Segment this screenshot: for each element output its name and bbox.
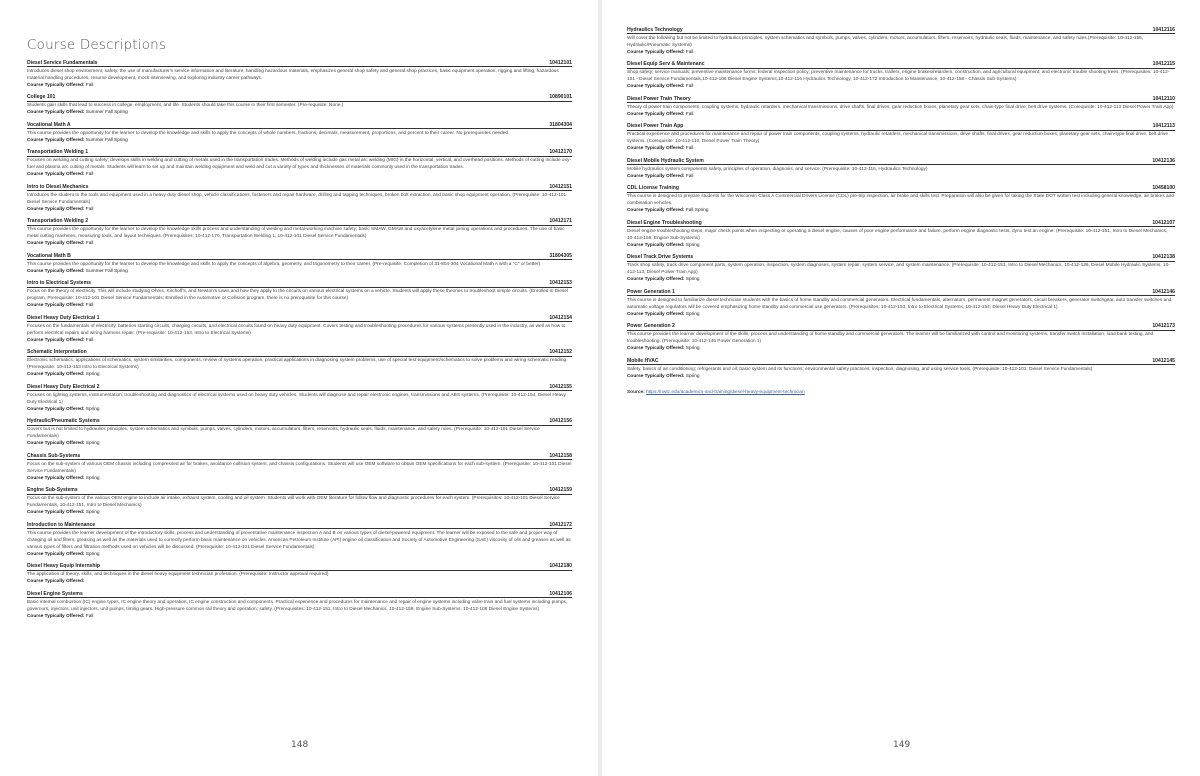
course-title: Transportation Welding 1 [27,149,89,156]
offered-value: Fall Spring [685,208,709,214]
course-description: Focuses on welding and cutting safety; develops skills in welding and cutting of metals used in the transportation trades. Methods of welding include gas metal arc welding (MIG) in the horizontal, vertical, and overhead positions. Methods of cutting include oxy-fuel and plasma arc cutting of metals. Students will learn to set up and maintain welding equipment and weld and cut a variety of types and thicknesses of materials commonly used in the transportation trades. [27,158,571,171]
course-description: Track shop safety, track drive component parts, system operation, inspection, system diagnoses, system repair, system service, and system maintenance. (Prerequisite: 10-412-151, Intro to Diesel Mechanics, 10-412-136, Diesel Mobile Hydraulic Systems, 10-412-113, Diesel Power Train App) [627,263,1170,276]
course-code: 10412171 [549,218,572,225]
course-header [627,185,1175,192]
offered-label: Course Typically Offered: [627,242,685,248]
offered-value: Fall [685,49,694,55]
course-title: Diesel Heavy Duty Electrical 2 [27,383,100,390]
course-offered [627,207,1175,214]
course-code: 10412154 [549,314,572,321]
course-header [27,384,572,391]
course-description: This course provides the opportunity for the learner to develop the knowledge and skills to apply the concepts of whole numbers, fractions, decimals, measurement, proportions, and percent to their career. No prerequisites needed. [27,130,510,136]
offered-label: Course Typically Offered: [27,303,85,309]
offered-label: Course Typically Offered: [27,579,85,585]
offered-label: Course Typically Offered: [627,49,685,55]
offered-value: Summer Fall Spring [85,137,128,143]
course-offered [627,276,1175,283]
course-code: 31804305 [549,252,572,259]
offered-value: Fall [85,82,94,88]
course-entry [27,349,572,378]
offered-label: Course Typically Offered: [627,311,685,317]
course-code: 10412153 [549,280,572,287]
course-entry [627,27,1175,56]
course-code: 10412106 [549,590,572,597]
course-entry [27,149,572,178]
offered-label: Course Typically Offered: [627,208,685,214]
course-code: 10412172 [549,521,572,528]
offered-label: Course Typically Offered: [627,173,685,179]
course-header [27,453,572,460]
course-description: This course provides the opportunity for the learner to develop the knowledge and skills to apply the concepts of algebra, geometry, and trigonometry to their career. (Pre-requisite: Completion of 31-804-304 Vocational Math A with a "C" or better) [27,261,541,267]
course-entry [27,253,572,275]
course-offered [27,206,572,213]
offered-label: Course Typically Offered: [627,111,685,117]
course-code: 10412159 [549,487,572,494]
offered-label: Course Typically Offered: [27,475,85,481]
course-header [627,220,1175,227]
course-description: Focus on the sub-system of various OEM chassis including compressed air for brakes, avoidance collision system, and chassis configurations. Students will use OEM software to obtain OEM specifications for each sub-system. (Prerequisite: 10-412-101 Diesel Service Fundamentals) [27,461,572,474]
course-code: 10412101 [549,60,572,66]
offered-label: Course Typically Offered: [627,84,685,90]
course-offered [27,337,572,344]
course-header [627,96,1175,103]
course-description: Theory of power train components, coupling systems, hydraulic retarders, mechanical transmissions, drive shafts, final drives, gear reduction boxes, planetary gear sets, chain-type final drive; belt drive systems. (Corequisite: 10-412-113 Diesel Power Train App) [627,104,1174,110]
course-header [27,218,572,225]
course-entry [27,94,572,116]
course-offered [627,111,1175,118]
course-entry [627,358,1175,380]
course-description: Introduces the student to the tools and equipment used in a heavy duty diesel shop, vehicle classifications, fasteners and repair hardware, drilling and tapping techniques, broken bolt extraction, and basic shop equipment operation. (Prerequisite: 10-412-101 Diesel Service Fundamentals) [27,192,567,205]
course-code: 10412146 [1152,288,1175,295]
course-description: Covers but is not limited to hydraulics principles, system schematics and symbols, pumps, valves, cylinders, motors, accumulators, filters, reservoirs, hydraulic seals, fluids, maintenance, and safety rules. (Prerequisite: 10-412-101 Diesel Service Fundamentals) [27,427,540,440]
offered-label: Course Typically Offered: [27,372,85,378]
course-entry [27,218,572,247]
course-code: 10412156 [549,418,572,425]
offered-label: Course Typically Offered: [27,137,85,143]
course-header [627,323,1175,330]
course-header [27,94,572,101]
offered-label: Course Typically Offered: [27,406,85,412]
course-header [27,280,572,287]
course-header [27,487,572,494]
course-header [627,358,1175,365]
course-code: 10412107 [1152,219,1175,226]
offered-label: Course Typically Offered: [27,241,85,247]
offered-value: Fall [685,146,694,152]
course-entry [27,280,572,309]
course-header [27,349,572,356]
course-header [27,253,572,260]
course-list-left [27,60,572,625]
course-offered [27,406,572,413]
course-description: Basic internal combustion (IC) engine types, IC engine theory and operation, IC engine construction and components. Practical experience and procedures for maintenance and repair of engine systems including valve train and fuel systems including pumps, governors, injectors, unit injectors, unit pumps, timing gears. High-pressure common rail theory and operation; safety. (Prerequisites: 10-412-151, Intro to Diesel Mechanics, 10-412-159, Engine Sub-Systems, 10-412-106 Diesel Engine Systems) [27,599,568,612]
course-offered [27,171,572,178]
course-code: 10412113 [1152,123,1175,130]
course-code: 10412136 [1152,157,1175,164]
offered-value: Spring [685,311,700,317]
course-code: 10412152 [549,349,572,356]
offered-value: Spring [85,510,100,516]
course-description: This course provides the opportunity for the learner to develop the knowledge skills process and understanding of welding and metal-working machine safety; basic SMAW, GMAW and oxyacetylene metal joining operations and procedures. The use of basic metal cutting machines, measuring tools, and layout techniques. (Prerequisites: 10-412-170, Transportation Welding 1, 10-412-101 Diesel Service Fundamentals) [27,227,565,240]
course-description: Mobile hydraulics system components safety, principles of operation, diagnosis, and service. (Prerequisite: 10-412-116, Hydraulics Technology) [627,166,928,172]
course-offered [27,268,572,275]
course-offered [627,145,1175,152]
course-title: Vocational Math B [27,252,71,259]
course-title: Diesel Heavy Equip Internship [27,563,101,570]
offered-label: Course Typically Offered: [627,373,685,379]
course-code: 10412158 [549,452,572,459]
course-header [627,123,1175,130]
course-description: Diesel engine troubleshooting steps, major check points when inspecting or operating a diesel engine, causes of poor engine performance and failure, perform engine diagnostic tests, dyno test an engine. (Prerequisite: 10-412-151, Intro to Diesel Mechanics, 10-412-159, Engine Sub-Systems) [627,228,1168,241]
course-header [27,522,572,529]
offered-value: Spring [685,242,700,248]
course-description: The application of theory, skills, and techniques in the diesel heavy equipment technician profession. (Prerequisite: Instructor approval required) [27,572,329,578]
left-page [0,0,598,776]
course-offered [27,578,572,585]
course-title: Introduction to Maintenance [27,521,96,528]
course-offered [27,240,572,247]
course-title: Engine Sub-Systems [27,487,78,494]
course-entry [27,487,572,516]
course-entry [27,453,572,482]
page-number: 149 [893,740,911,750]
offered-value: Fall [85,241,94,247]
course-title: Diesel Power Train Theory [627,95,691,102]
course-offered [27,302,572,309]
course-offered [27,82,572,89]
course-title: Diesel Equip Serv & Maintenanc [627,61,705,68]
course-code: 10412170 [549,149,572,156]
course-description: Focus on the sub-system of the various OEM engine to include air intake, exhaust system, cooling and oil system. Students will work with OEM literature for follow flow and diagnostic procedures for each system. (Prerequisites: 10-412-101 Diesel Service Fundamentals, 10-412-151, Intro to Diesel Mechanics) [27,496,560,509]
course-description: Practical experience and procedures for maintenance and repair of power train components, coupling systems, hydraulic retarders, mechanical transmissions, drive shafts, final drives, gear reduction boxes, planetary gear sets, chain-type final drive, belt drive systems. (Corequisite: 10-412-110, Diesel Power Train Theory) [627,132,1168,145]
course-title: Intro to Diesel Mechanics [27,183,89,190]
course-offered [627,242,1175,249]
course-code: 31804304 [549,121,572,128]
course-title: Diesel Mobile Hydraulic System [627,157,704,164]
right-page [602,0,1200,776]
course-entry [27,315,572,344]
course-code: 10412145 [1152,357,1175,364]
course-offered [27,551,572,558]
offered-label: Course Typically Offered: [27,441,85,447]
offered-label: Course Typically Offered: [27,206,85,212]
offered-value: Fall [685,84,694,90]
course-header [27,149,572,156]
course-offered [627,345,1175,352]
offered-value: Spring [685,373,700,379]
course-offered [27,371,572,378]
course-offered [27,137,572,144]
offered-value: Spring [85,475,100,481]
course-offered [627,83,1175,90]
offered-label: Course Typically Offered: [627,277,685,283]
course-offered [27,613,572,620]
course-code: 10412155 [549,383,572,390]
course-title: Schematic Interpretation [27,349,87,356]
course-entry [27,522,572,558]
offered-value: Fall [85,172,94,178]
course-description: This course provides the learner development of the skills, process and understanding of home standby and commercial generators. The learner will be familiarized with control and monitoring systems, transfer switch installation, load bank testing, and troubleshooting. (Prerequisite: 10-412-146 Power Generation 1) [627,332,1154,345]
course-code: 10412115 [1152,61,1175,68]
course-description: Electronic schematics, applications of schematics, system similarities, components, review of systems operation, practical applications in diagnosing system problems, use of special test equipment/schematics to solve problems and wiring schematic reading. (Prerequisite: 10-412-153 Intro to Electrical Systems) [27,358,568,371]
course-title: Transportation Welding 2 [27,218,89,225]
course-entry [627,254,1175,283]
offered-value: Spring [685,346,700,352]
course-code: 10458100 [1152,185,1175,192]
offered-label: Course Typically Offered: [27,551,85,557]
offered-label: Course Typically Offered: [27,613,85,619]
course-entry [27,384,572,413]
offered-label: Course Typically Offered: [27,268,85,274]
course-description: Students gain skills that lead to success in college, employment, and life. Students should take this course in their first semester. (Pre-requisite: None.) [27,103,344,109]
source-line [627,390,1175,395]
offered-label: Course Typically Offered: [27,82,85,88]
offered-value: Spring [685,277,700,283]
course-entry [27,563,572,585]
course-title: Diesel Power Train App [627,123,684,130]
offered-value: Fall [85,613,94,619]
course-title: Power Generation 1 [627,288,675,295]
offered-label: Course Typically Offered: [27,337,85,343]
source-link[interactable]: https://nwtc.edu/academics-and-training/diesel-heavy-equipment-technician [646,389,805,395]
course-entry [627,220,1175,249]
offered-value: Fall [85,337,94,343]
course-header [627,61,1175,68]
course-header [27,591,572,598]
course-entry [627,289,1175,318]
course-title: Power Generation 2 [627,323,675,330]
course-title: Hydraulics Technology [627,27,683,33]
course-title: Mobile HVAC [627,357,659,364]
course-entry [27,60,572,89]
course-description: Will cover the following but not be limited to hydraulics principles, system schematics and symbols, pumps, valves, cylinders, motors, accumulators, filters, reservoirs, hydraulic seals, fluids, maintenance, and safety rules.(Prerequisite: 10-412-156, Hydraulic/Pneumatic Systems) [627,35,1144,48]
course-offered [627,173,1175,180]
course-entry [27,184,572,213]
course-description: This course provides the learner development of the introductory skills, process and understanding of preventative maintenance inspection A and B on various types of diesel-powered equipment. The learner will be exposed to the safe and proper way of changing oil and filters, greasing as well as the materials used to correctly perform basic maintenance on vehicles. American Petroleum Institute (API) engine oil classification and Society of Automotive Engineering (SAE) viscosity of oils and greases as well as various types of filters and filtration methods used on vehicles will be discussed. (Prerequisite: 10-412-101 Diesel Service Fundamentals) [27,530,571,550]
course-header [627,254,1175,261]
course-offered [27,509,572,516]
offered-value: Summer Fall Spring [85,268,128,274]
offered-value: Fall [85,303,94,309]
course-list-right [627,27,1175,395]
course-code: 10412110 [1152,95,1175,102]
offered-value: Fall [85,206,94,212]
course-title: Vocational Math A [27,121,71,128]
course-offered [27,109,572,116]
course-title: Hydraulic/Pneumatic Systems [27,418,100,425]
section-title: Course Descriptions [27,37,167,53]
offered-value: Summer Fall Spring [85,110,128,116]
course-header [27,315,572,322]
course-entry [627,323,1175,352]
offered-label: Course Typically Offered: [27,110,85,116]
offered-label: Course Typically Offered: [627,346,685,352]
course-title: Diesel Engine Systems [27,590,83,597]
course-code: 10412151 [549,183,572,190]
course-header [627,158,1175,165]
course-title: College 101 [27,94,56,101]
course-code: 10412180 [549,563,572,570]
course-header [27,184,572,191]
course-title: CDL License Training [627,185,679,192]
course-entry [27,122,572,144]
course-description: Focus on the theory of electricity. This will include studying Ohms, Kirchoff's, and Newton's Laws and how they apply to the circuits on various electrical systems on a vehicle. Students will apply these theories to troubleshoot simple circuits. (Enrolled in Diesel program, Prerequisite: 10-412-101 Diesel Service Fundamentals; Enrolled in the Automotive or Collision program, there is no prerequisite for this course) [27,289,568,302]
course-header [627,289,1175,296]
course-entry [627,158,1175,180]
course-header [27,418,572,425]
course-header [27,563,572,570]
course-offered [27,475,572,482]
course-entry [27,591,572,620]
offered-value: Fall [685,173,694,179]
offered-value: Spring [85,406,100,412]
course-title: Diesel Heavy Duty Electrical 1 [27,314,100,321]
course-title: Intro to Electrical Systems [27,280,91,287]
course-title: Chassis Sub-Systems [27,452,81,459]
course-offered [627,311,1175,318]
course-offered [627,373,1175,380]
offered-value: Spring [85,441,100,447]
course-description: Focuses on the fundamentals of electricity, batteries starting circuits, charging circuits, and electrical circuits found on heavy duty equipment. Covers testing and troubleshooting procedures for various systems presently used in the industry, as well as how to perform electrical repairs and wiring harness repair. (Pre-requisite: 10-412-153, Intro to Electrical Systems) [27,323,566,336]
offered-label: Course Typically Offered: [627,146,685,152]
offered-value: Spring [85,551,100,557]
source-label: Source: [627,389,645,395]
course-description: Focuses on lighting systems, instrumentation, troubleshooting and diagnostics of electrical systems used on heavy duty vehicles. Students will diagnose and repair electronic engines, transmissions and ABS systems. (Prerequisite: 10-412-154, Diesel Heavy Duty Electrical 1) [27,392,566,405]
course-description: This course is designed to familiarize diesel technician students with the basics of home standby and commercial generators. Electrical fundamentals, alternators, permanent magnet generators, circuit breakers, generator switchgear, auto transfer switches and automatic voltage regulators will be covered emphasizing home standby and commercial use generators. (Prerequisites: 10-412-153, Intro to Electrical Systems, 10-412-154, Diesel Heavy Duty Electrical 1) [627,297,1172,310]
offered-label: Course Typically Offered: [27,510,85,516]
course-title: Diesel Engine Troubleshooting [627,219,702,226]
course-description: Introduces diesel shop environment, safety, the use of manufacturer's service information and literature, handling hazardous materials, emphasizes general shop safety and general shop practices, basic equipment operation, rigging and lifting, hazardous material handling procedures, resume development, mock interviewing, and exploring industry career pathways. [27,68,559,81]
course-title: Diesel Service Fundamentals [27,60,98,66]
course-header [27,122,572,129]
course-description: Safety, basics of air conditioning; refrigerants and oil; basic system and its functions; environmental safety practices; inspection, diagnosing, and using service tools. (Prerequisite: 10-412-101, Diesel Service Fundamentals) [627,366,1093,372]
course-entry [627,96,1175,118]
course-code: 10412173 [1152,323,1175,330]
course-header [627,27,1175,34]
course-entry [627,185,1175,214]
course-entry [27,418,572,447]
page-number: 148 [291,740,309,750]
offered-value: Fall [685,111,694,117]
offered-label: Course Typically Offered: [27,172,85,178]
course-offered [627,49,1175,56]
offered-value: Spring [85,372,100,378]
course-code: 10890101 [549,94,572,101]
course-description: Shop safety; service manuals; preventive maintenance forms; federal inspection policy; preventive maintenance for trucks, trailers, engine brakes/retarders, construction, and agricultural equipment; and electronic trouble shooting trees. (Prerequisites: 10-412-101 - Diesel Service Fundamentals,10-412-106 Diesel Engine Systems,10-412-116 Hydraulics Technology, 10-412-172 Introduction to Maintenance, 10-412-158 - Chassis Sub-Systems) [627,70,1170,83]
course-header [27,60,572,67]
course-code: 10412138 [1152,254,1175,261]
course-entry [627,61,1175,90]
course-entry [627,123,1175,152]
course-description: This course is designed to prepare students for the Wisconsin Class A Commercial Drivers License (CDL) pre-trip inspection, air brake and skills test. Preparation will also be given for taking the State DOT written test including general knowledge, air brakes and combination vehicles. [627,194,1174,207]
course-title: Diesel Track Drive Systems [627,254,694,261]
course-code: 10412116 [1152,27,1175,33]
course-offered [27,440,572,447]
